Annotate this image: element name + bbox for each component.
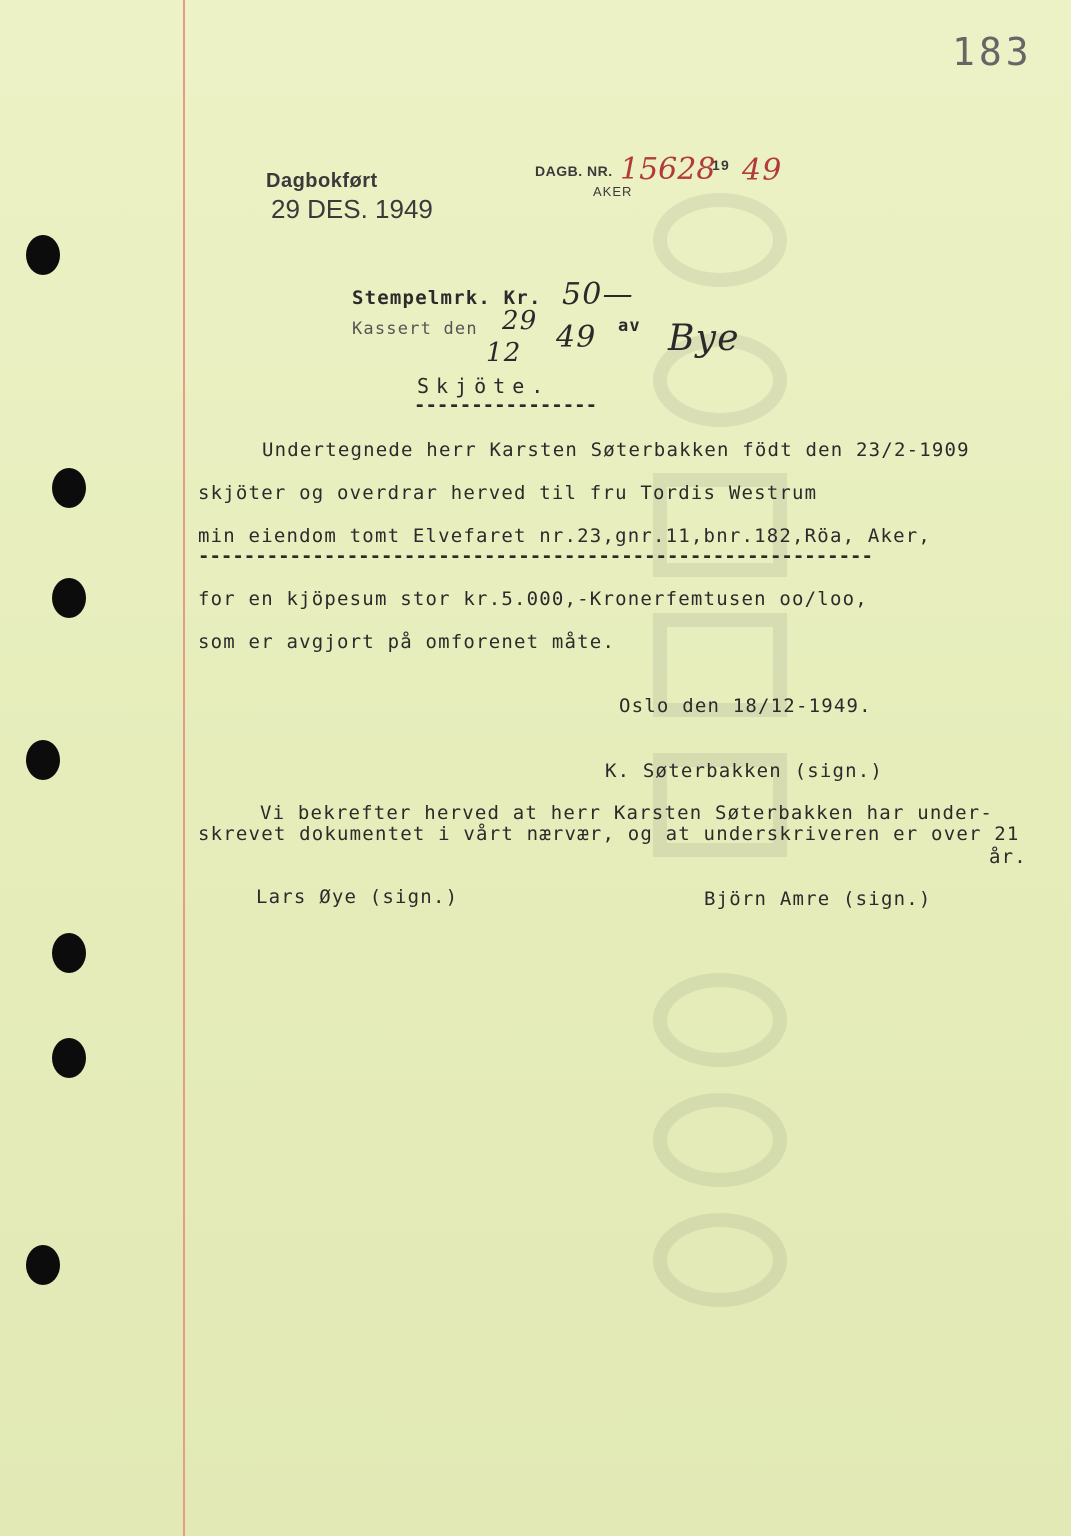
body-line: Undertegnede herr Karsten Søterbakken födt den 23/2-1909 <box>262 439 970 461</box>
kassert-year: 49 <box>556 320 597 355</box>
body-rule: ----------------------------------------------------------- <box>198 545 873 567</box>
dagbok-year-prefix: 19 <box>712 157 730 173</box>
punch-hole <box>26 235 60 275</box>
place-date: Oslo den 18/12-1949. <box>619 695 872 717</box>
stamp-signature: Bye <box>668 318 740 359</box>
dagbok-place: AKER <box>593 184 633 199</box>
title-rule: ---------------- <box>414 394 598 416</box>
witness-line: skrevet dokumentet i vårt nærvær, og at underskriveren er over 21 <box>198 823 1020 845</box>
body-line: som er avgjort på omforenet måte. <box>198 631 616 653</box>
punch-hole <box>52 468 86 508</box>
av-label: av <box>618 316 641 336</box>
body-line: min eiendom tomt Elvefaret nr.23,gnr.11,bnr.182,Röa, Aker, <box>198 525 932 547</box>
punch-hole <box>52 933 86 973</box>
punch-hole <box>52 1038 86 1078</box>
stempel-label: Stempelmrk. Kr. <box>352 287 542 309</box>
kassert-date-top: 29 <box>502 306 538 336</box>
page-number: 183 <box>952 30 1033 74</box>
kassert-label: Kassert den <box>352 319 478 339</box>
kassert-date-bottom: 12 <box>486 338 522 368</box>
dagbok-label: DAGB. NR. <box>535 163 613 179</box>
witness2-signature: Björn Amre (sign.) <box>704 888 932 910</box>
document-title: Skjöte. <box>417 374 551 398</box>
margin-line <box>183 0 185 1536</box>
witness1-signature: Lars Øye (sign.) <box>256 886 459 908</box>
punch-hole <box>26 1245 60 1285</box>
punch-hole <box>52 578 86 618</box>
stamp-dagbokfort: Dagbokført <box>266 170 378 192</box>
punch-hole <box>26 740 60 780</box>
watermark-graphic <box>610 80 830 1380</box>
dagbok-year: 49 <box>742 153 783 188</box>
dagbok-number: 15628 <box>620 152 716 187</box>
body-line: skjöter og overdrar herved til fru Tordis Westrum <box>198 482 818 504</box>
stamp-date: 29 DES. 1949 <box>271 194 433 224</box>
body-line: for en kjöpesum stor kr.5.000,-Kronerfemtusen oo/loo, <box>198 588 868 610</box>
seller-signature: K. Søterbakken (sign.) <box>605 760 884 782</box>
stempel-amount: 50— <box>562 277 634 312</box>
witness-line: år. <box>989 846 1027 868</box>
witness-line: Vi bekrefter herved at herr Karsten Søterbakken har under- <box>260 802 994 824</box>
